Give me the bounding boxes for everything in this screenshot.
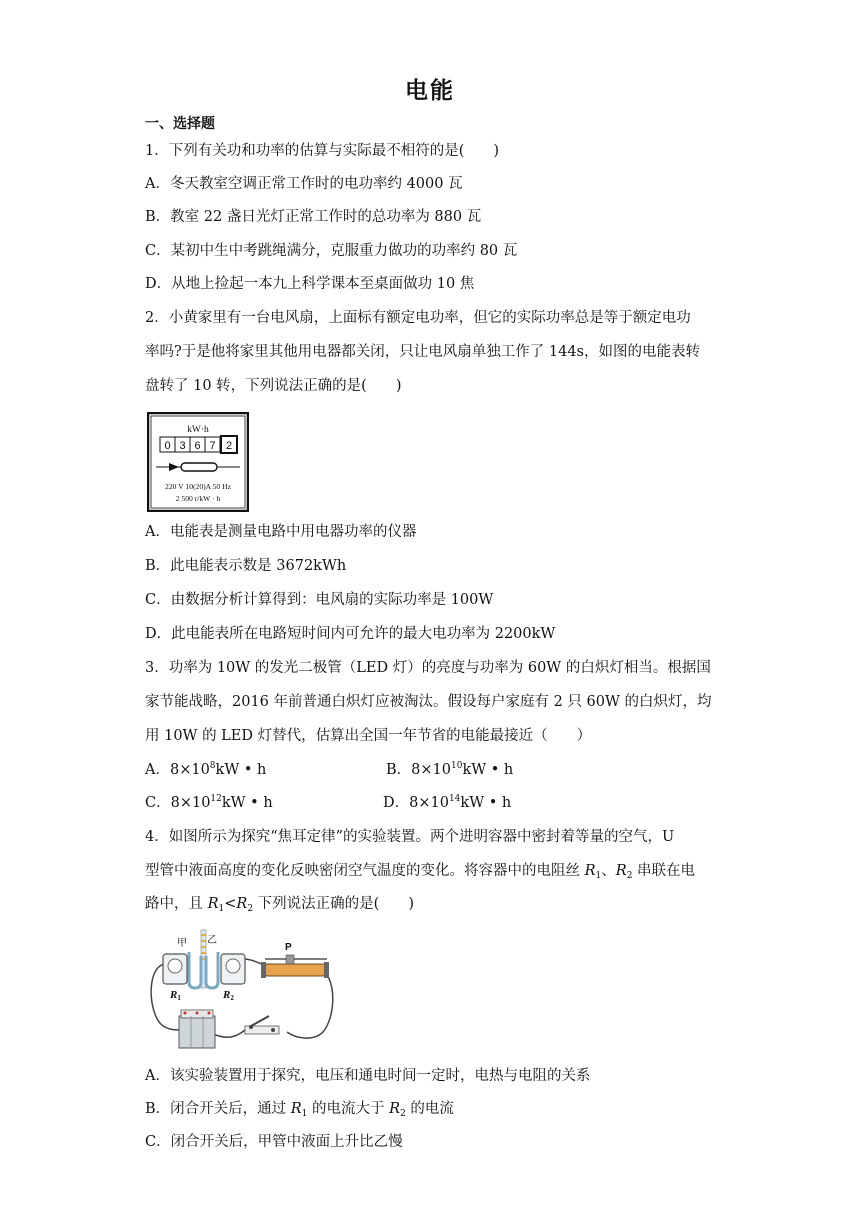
q1-option-b: B．教室 22 盏日光灯正常工作时的总功率为 880 瓦	[145, 209, 482, 225]
q3-stem-line-3: 用 10W 的 LED 灯替代，估算出全国一年节省的电能最接近（ ）	[145, 728, 592, 744]
meter-spec-line-2: 2 500 r/kW · h	[175, 494, 221, 503]
meter-unit: kW·h	[187, 425, 209, 435]
container-r1	[163, 954, 187, 984]
meter-digit-4: 7	[209, 440, 216, 452]
q2-stem-line-2: 率吗?于是他将家里其他用电器都关闭，只让电风扇单独工作了 144s，如图的电能表转	[145, 344, 700, 360]
q2-stem-line-3: 盘转了 10 转，下列说法正确的是( )	[145, 378, 402, 394]
q1-option-d: D．从地上捡起一本九上科学课本至桌面做功 10 焦	[145, 276, 475, 292]
q3-stem-line-1: 3．功率为 10W 的发光二极管（LED 灯）的亮度与功率为 60W 的白炽灯相当。根据国	[145, 660, 711, 676]
q4-stem-line-3: 路中，且 $R_1<R_2$ 下列说法正确的是( )	[145, 896, 415, 914]
q2-option-b: B．此电能表示数是 3672kWh	[145, 558, 347, 574]
q2-option-d: D．此电能表所在电路短时间内可允许的最大电功率为 2200kW	[145, 626, 556, 642]
meter-digits	[160, 436, 237, 453]
battery	[179, 1010, 215, 1048]
q3-option-b: B．$8\times 10^{10}kW$ • h	[386, 761, 514, 778]
q2-option-c: C．由数据分析计算得到：电风扇的实际功率是 100W	[145, 592, 494, 608]
q4-stem-line-2: 型管中液面高度的变化反映密闭空气温度的变化。将容器中的电阻丝 $R_1$、$R_2$ 串联在电	[145, 863, 696, 881]
q1-option-c: C．某初中生中考跳绳满分，克服重力做功的功率约 80 瓦	[145, 243, 518, 259]
electric-meter-figure	[147, 412, 249, 512]
switch	[245, 1016, 279, 1034]
q3-stem-line-2: 家节能战略，2016 年前普通白炽灯应被淘汰。假设每户家庭有 2 只 60W 的白炽灯，均	[145, 694, 712, 710]
rheostat	[261, 942, 329, 978]
q3-option-a: A．$8\times 10^8kW$ • h	[145, 761, 267, 778]
q1-stem: 1．下列有关功和功率的估算与实际最不相符的是( )	[145, 143, 500, 159]
meter-digit-5: 2	[225, 440, 233, 452]
q4-option-a: A．该实验装置用于探究，电压和通电时间一定时，电热与电阻的关系	[145, 1068, 591, 1084]
q4-option-c: C．闭合开关后，甲管中液面上升比乙慢	[145, 1134, 403, 1150]
label-p: P	[285, 942, 292, 953]
q2-stem-line-1: 2．小黄家里有一台电风扇，上面标有额定电功率，但它的实际功率总是等于额定电功	[145, 310, 691, 326]
q2-option-a: A．电能表是测量电路中用电器功率的仪器	[145, 524, 417, 540]
meter-spec-line-1: 220 V 10(20)A 50 Hz	[165, 482, 231, 491]
meter-digit-3: 6	[194, 440, 201, 452]
label-jia: 甲	[177, 938, 187, 949]
meter-digit-2: 3	[179, 440, 186, 452]
meter-digit-1: 0	[164, 440, 171, 452]
svg-text:R2: R2	[223, 989, 234, 1002]
svg-text:R1: R1	[170, 989, 181, 1002]
section-heading: 一、选择题	[145, 116, 215, 132]
q4-option-b: B．闭合开关后，通过 $R_1$ 的电流大于 $R_2$ 的电流	[145, 1101, 454, 1119]
q3-option-c: C．$8\times 10^{12}kW$ • h	[145, 794, 273, 811]
joule-apparatus-figure	[145, 926, 337, 1058]
page-title: 电能	[405, 78, 455, 104]
q4-stem-line-1: 4．如图所示为探究“焦耳定律”的实验装置。两个进明容器中密封着等量的空气，U	[145, 829, 675, 845]
q3-option-d: D．$8\times 10^{14}kW$ • h	[383, 794, 512, 811]
label-yi: 乙	[207, 935, 217, 946]
container-r2	[221, 954, 245, 984]
q1-option-a: A．冬天教室空调正常工作时的电功率约 4000 瓦	[145, 176, 463, 192]
